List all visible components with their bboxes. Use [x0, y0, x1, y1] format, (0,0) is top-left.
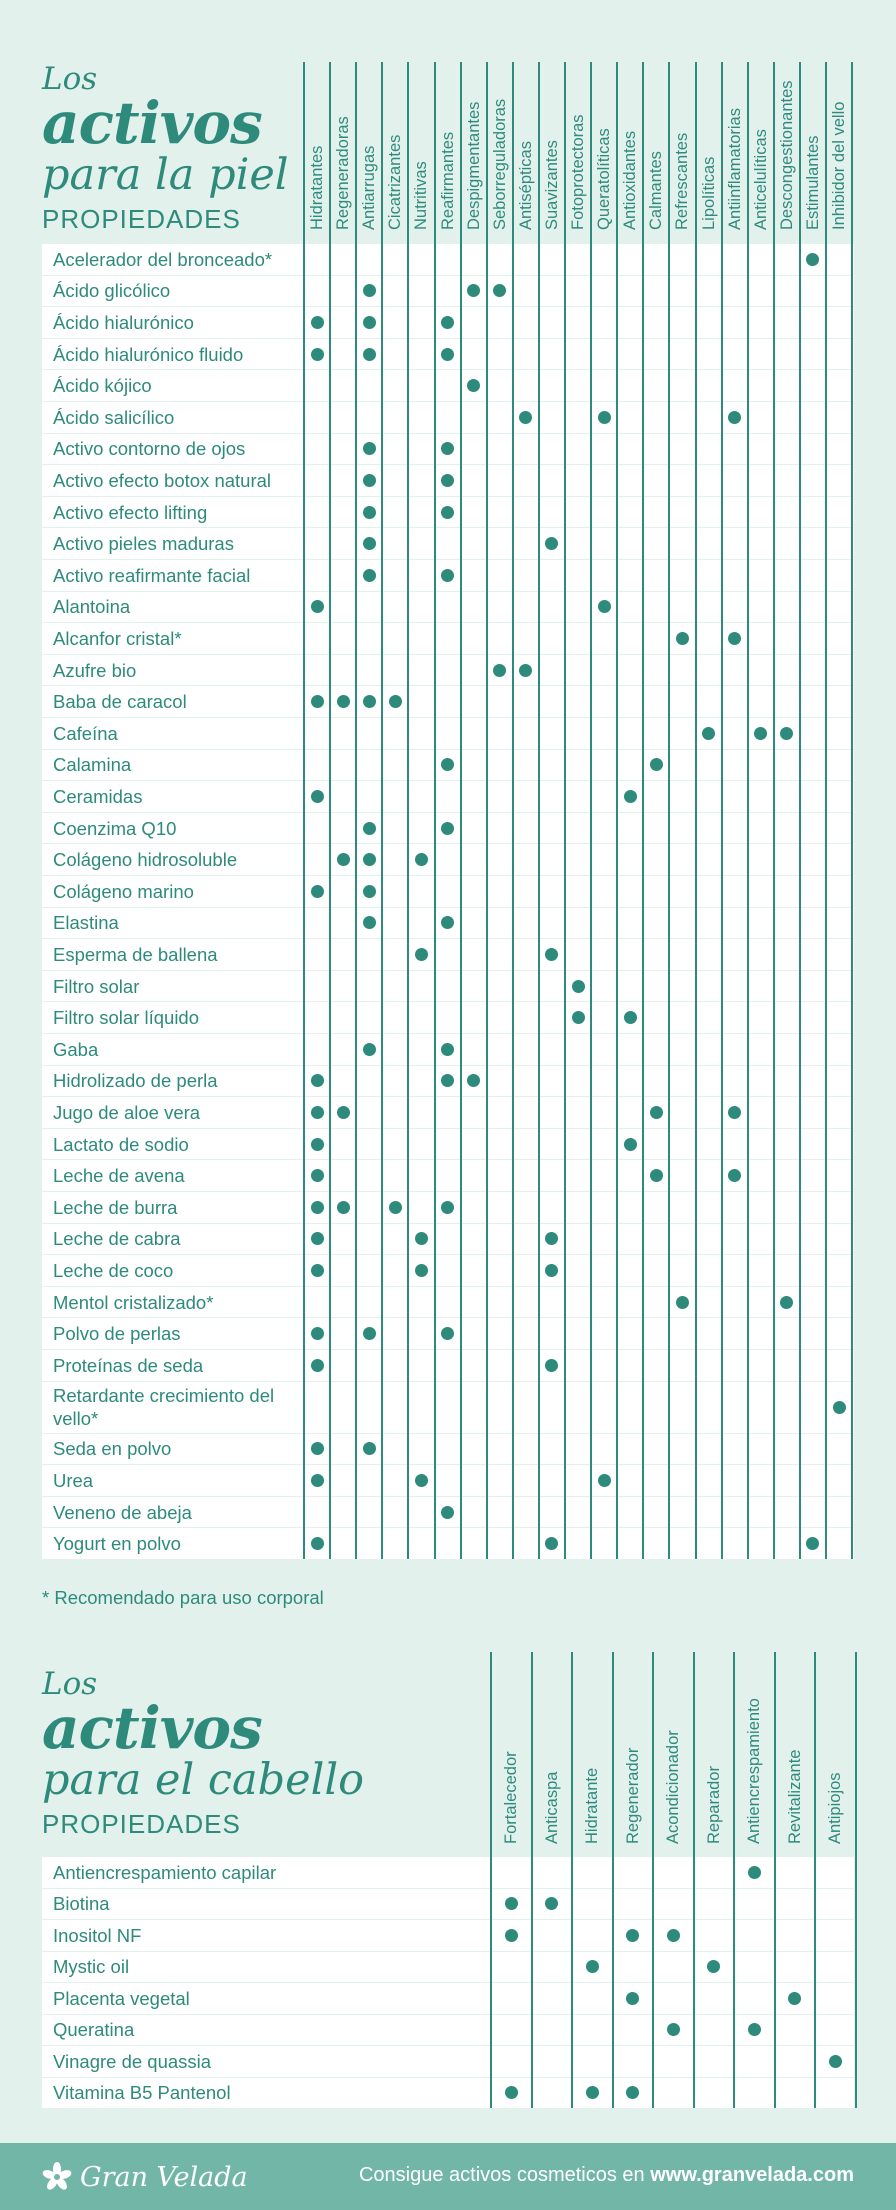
- skin-title-los: Los: [42, 61, 98, 97]
- column-header: Estimulantes: [803, 135, 822, 230]
- property-dot: [415, 1474, 428, 1487]
- row-label: Polvo de perlas: [53, 1323, 181, 1345]
- property-dot: [598, 411, 611, 424]
- row-label: Coenzima Q10: [53, 817, 177, 839]
- property-dot: [572, 1011, 585, 1024]
- property-dot: [598, 1474, 611, 1487]
- row-label: Baba de caracol: [53, 691, 187, 713]
- column-divider: [747, 62, 749, 1559]
- row-label: Azufre bio: [53, 659, 137, 681]
- row-label: Mentol cristalizado*: [53, 1291, 214, 1313]
- row-label: Cafeína: [53, 722, 118, 744]
- column-divider: [693, 1652, 695, 2108]
- row-label: Alantoina: [53, 596, 131, 618]
- hair-section: [0, 1640, 896, 2120]
- row-label: Jugo de aloe vera: [53, 1101, 201, 1123]
- property-dot: [441, 1043, 454, 1056]
- column-divider: [799, 62, 801, 1559]
- property-dot: [626, 1992, 639, 2005]
- column-header: Queratolíticas: [595, 128, 614, 230]
- skin-title: [42, 62, 289, 234]
- table-row: [42, 1002, 854, 1033]
- property-dot: [311, 790, 324, 803]
- column-divider: [733, 1652, 735, 2108]
- row-label: Ácido salicílico: [53, 406, 175, 428]
- row-label: Ceramidas: [53, 785, 143, 807]
- skin-title-props: PROPIEDADES: [42, 204, 241, 234]
- property-dot: [311, 1537, 324, 1550]
- brand-logo[interactable]: [42, 2161, 248, 2193]
- column-divider: [695, 62, 697, 1559]
- row-label: Ácido hialurónico fluido: [53, 343, 244, 365]
- property-dot: [389, 695, 402, 708]
- table-row: [42, 781, 854, 812]
- property-dot: [728, 411, 741, 424]
- row-label: Queratina: [53, 2019, 135, 2041]
- table-row: [42, 244, 854, 275]
- column-divider: [490, 1652, 492, 2108]
- column-divider: [486, 62, 488, 1559]
- column-divider: [571, 1652, 573, 2108]
- property-dot: [667, 2023, 680, 2036]
- property-dot: [441, 1506, 454, 1519]
- property-dot: [337, 1201, 350, 1214]
- property-dot: [519, 664, 532, 677]
- row-label: Filtro solar líquido: [53, 1007, 200, 1029]
- column-header: Antiarrugas: [360, 145, 379, 230]
- property-dot: [441, 1201, 454, 1214]
- property-dot: [311, 1474, 324, 1487]
- property-dot: [363, 885, 376, 898]
- column-header: Calmantes: [647, 151, 666, 230]
- column-header: Regenerador: [623, 1747, 642, 1844]
- property-dot: [788, 1992, 801, 2005]
- table-row: [42, 528, 854, 559]
- table-row: [42, 1434, 854, 1465]
- property-dot: [667, 1929, 680, 1942]
- property-dot: [650, 1106, 663, 1119]
- property-dot: [337, 1106, 350, 1119]
- footer-bar: [0, 2143, 896, 2210]
- column-header: Cicatrizantes: [386, 134, 405, 230]
- row-label: Esperma de ballena: [53, 943, 218, 965]
- property-dot: [311, 885, 324, 898]
- property-dot: [363, 695, 376, 708]
- table-row: [42, 939, 854, 970]
- property-dot: [311, 1106, 324, 1119]
- column-header: Fotoprotectoras: [569, 114, 588, 230]
- table-row: [42, 655, 854, 686]
- column-divider: [381, 62, 383, 1559]
- footer-cta-text: Consigue activos cosmeticos en: [358, 2164, 645, 2186]
- column-header: Reparador: [704, 1766, 723, 1844]
- table-row: [42, 844, 854, 875]
- column-divider: [460, 62, 462, 1559]
- property-dot: [337, 853, 350, 866]
- table-row: [42, 1382, 854, 1433]
- column-divider: [434, 62, 436, 1559]
- column-divider: [590, 62, 592, 1559]
- property-dot: [441, 822, 454, 835]
- column-divider: [851, 62, 853, 1559]
- property-dot: [311, 1138, 324, 1151]
- flower-icon: [42, 2162, 72, 2192]
- footer-url-link[interactable]: www.granvelada.com: [650, 2164, 854, 2186]
- property-dot: [626, 1929, 639, 1942]
- property-dot: [676, 632, 689, 645]
- row-label: Colágeno hidrosoluble: [53, 849, 238, 871]
- table-row: [42, 592, 854, 623]
- table-row: [42, 1224, 854, 1255]
- property-dot: [441, 316, 454, 329]
- table-row: [42, 370, 854, 401]
- row-label: Yogurt en polvo: [53, 1533, 181, 1555]
- property-dot: [441, 506, 454, 519]
- column-divider: [652, 1652, 654, 2108]
- row-label: Seda en polvo: [53, 1438, 172, 1460]
- column-header: Despigmentantes: [464, 101, 483, 230]
- hair-title-props: PROPIEDADES: [42, 1809, 241, 1839]
- brand-name: Gran Velada: [80, 2161, 248, 2193]
- row-label: Inositol NF: [53, 1924, 142, 1946]
- column-header: Seborreguladoras: [490, 98, 509, 230]
- row-label: Elastina: [53, 912, 119, 934]
- row-label: Ácido glicólico: [53, 280, 171, 302]
- property-dot: [363, 474, 376, 487]
- column-divider: [538, 62, 540, 1559]
- property-dot: [311, 1327, 324, 1340]
- property-dot: [829, 2055, 842, 2068]
- column-divider: [616, 62, 618, 1559]
- column-header: Revitalizante: [785, 1749, 804, 1844]
- property-dot: [311, 1442, 324, 1455]
- row-label: Antiencrespamiento capilar: [53, 1861, 277, 1883]
- property-dot: [415, 1264, 428, 1277]
- column-header: Nutritivas: [412, 161, 431, 230]
- property-dot: [624, 1138, 637, 1151]
- table-row: [42, 1350, 854, 1381]
- column-divider: [512, 62, 514, 1559]
- property-dot: [441, 474, 454, 487]
- row-label: Acelerador del bronceado*: [53, 248, 273, 270]
- row-label: Placenta vegetal: [53, 1987, 190, 2009]
- property-dot: [702, 727, 715, 740]
- row-label: Proteínas de seda: [53, 1354, 204, 1376]
- property-dot: [505, 1897, 518, 1910]
- property-dot: [748, 1866, 761, 1879]
- column-header: Inhibidor del vello: [830, 101, 849, 230]
- property-dot: [441, 569, 454, 582]
- property-dot: [493, 664, 506, 677]
- row-label: Leche de burra: [53, 1196, 178, 1218]
- row-label: Filtro solar: [53, 975, 140, 997]
- row-label: Leche de coco: [53, 1259, 174, 1281]
- corporal-note: * Recomendado para uso corporal: [42, 1587, 324, 1608]
- row-label: Activo contorno de ojos: [53, 438, 246, 460]
- property-dot: [311, 695, 324, 708]
- footer-cta: [359, 2164, 854, 2187]
- row-label: Leche de avena: [53, 1165, 185, 1187]
- property-dot: [311, 1201, 324, 1214]
- table-row: [42, 718, 854, 749]
- property-dot: [389, 1201, 402, 1214]
- column-divider: [774, 1652, 776, 2108]
- row-label: Gaba: [53, 1038, 99, 1060]
- column-header: Regeneradoras: [334, 116, 353, 230]
- property-dot: [311, 1264, 324, 1277]
- row-label: Ácido hialurónico: [53, 311, 194, 333]
- property-dot: [363, 1327, 376, 1340]
- property-dot: [754, 727, 767, 740]
- property-dot: [311, 1169, 324, 1182]
- column-header: Descongestionantes: [777, 80, 796, 230]
- column-divider: [531, 1652, 533, 2108]
- property-dot: [363, 537, 376, 550]
- column-header: Suavizantes: [542, 140, 561, 230]
- table-row: [42, 971, 854, 1002]
- column-divider: [642, 62, 644, 1559]
- column-header: Hidratantes: [308, 145, 327, 230]
- column-divider: [355, 62, 357, 1559]
- table-row: [42, 686, 854, 717]
- table-row: [42, 1465, 854, 1496]
- column-header: Reafirmantes: [438, 131, 457, 230]
- row-label: Retardante crecimiento del vello*: [53, 1384, 275, 1429]
- property-dot: [676, 1296, 689, 1309]
- row-label: Leche de cabra: [53, 1228, 181, 1250]
- hair-title-sub: para el cabello: [42, 1755, 364, 1805]
- column-header: Antipiojos: [826, 1772, 845, 1844]
- row-label: Activo reafirmante facial: [53, 564, 251, 586]
- property-dot: [337, 695, 350, 708]
- skin-title-main: activos: [42, 89, 262, 157]
- row-label: Urea: [53, 1469, 94, 1491]
- row-label: Activo pieles maduras: [53, 533, 234, 555]
- table-row: [42, 1528, 854, 1559]
- hair-title-main: activos: [42, 1694, 262, 1762]
- property-dot: [415, 948, 428, 961]
- column-header: Antiinflamatorias: [725, 108, 744, 230]
- row-label: Biotina: [53, 1893, 110, 1915]
- property-dot: [572, 980, 585, 993]
- row-label: Vitamina B5 Pantenol: [53, 2082, 231, 2104]
- row-label: Ácido kójico: [53, 375, 152, 397]
- column-header: Lipolíticas: [699, 156, 718, 230]
- row-label: Alcanfor cristal*: [53, 627, 182, 649]
- column-header: Fortalecedor: [502, 1751, 521, 1844]
- row-label: Lactato de sodio: [53, 1133, 189, 1155]
- skin-title-sub: para la piel: [42, 150, 289, 200]
- property-dot: [650, 1169, 663, 1182]
- column-divider: [668, 62, 670, 1559]
- property-dot: [363, 316, 376, 329]
- property-dot: [311, 600, 324, 613]
- property-dot: [586, 1960, 599, 1973]
- property-dot: [311, 1359, 324, 1372]
- column-divider: [773, 62, 775, 1559]
- column-divider: [303, 62, 305, 1559]
- column-divider: [825, 62, 827, 1559]
- property-dot: [311, 1074, 324, 1087]
- property-dot: [363, 506, 376, 519]
- column-header: Hidratante: [583, 1767, 602, 1844]
- row-label: Vinagre de quassia: [53, 2050, 212, 2072]
- column-header: Refrescantes: [673, 132, 692, 230]
- hair-title: [42, 1667, 364, 1839]
- column-header: Antiencrespamiento: [745, 1698, 764, 1844]
- property-dot: [624, 790, 637, 803]
- property-dot: [363, 348, 376, 361]
- table-row: [42, 1287, 854, 1318]
- column-header: Antisépticas: [516, 141, 535, 230]
- table-row: [42, 1255, 854, 1286]
- property-dot: [833, 1401, 846, 1414]
- row-label: Activo efecto botox natural: [53, 469, 272, 491]
- property-dot: [363, 569, 376, 582]
- property-dot: [586, 2086, 599, 2099]
- row-label: Mystic oil: [53, 1956, 130, 1978]
- property-dot: [780, 1296, 793, 1309]
- row-label: Activo efecto lifting: [53, 501, 208, 523]
- table-row: [42, 876, 854, 907]
- property-dot: [311, 348, 324, 361]
- property-dot: [598, 600, 611, 613]
- column-divider: [721, 62, 723, 1559]
- column-divider: [612, 1652, 614, 2108]
- property-dot: [363, 853, 376, 866]
- property-dot: [363, 822, 376, 835]
- table-row: [42, 276, 854, 307]
- column-divider: [564, 62, 566, 1559]
- property-dot: [748, 2023, 761, 2036]
- column-header: Anticelulíticas: [751, 129, 770, 230]
- property-dot: [505, 2086, 518, 2099]
- column-divider: [814, 1652, 816, 2108]
- property-dot: [505, 1929, 518, 1942]
- property-dot: [363, 1043, 376, 1056]
- property-dot: [311, 316, 324, 329]
- column-header: Antioxidantes: [621, 130, 640, 230]
- column-divider: [329, 62, 331, 1559]
- column-header: Acondicionador: [664, 1730, 683, 1844]
- property-dot: [311, 1232, 324, 1245]
- row-label: Veneno de abeja: [53, 1501, 192, 1523]
- column-header: Anticaspa: [542, 1771, 561, 1844]
- property-dot: [441, 348, 454, 361]
- row-label: Colágeno marino: [53, 880, 194, 902]
- hair-title-los: Los: [42, 1666, 98, 1702]
- row-label: Hidrolizado de perla: [53, 1070, 218, 1092]
- property-dot: [624, 1011, 637, 1024]
- table-row: [42, 1129, 854, 1160]
- column-divider: [407, 62, 409, 1559]
- row-label: Calamina: [53, 754, 132, 776]
- column-divider: [855, 1652, 857, 2108]
